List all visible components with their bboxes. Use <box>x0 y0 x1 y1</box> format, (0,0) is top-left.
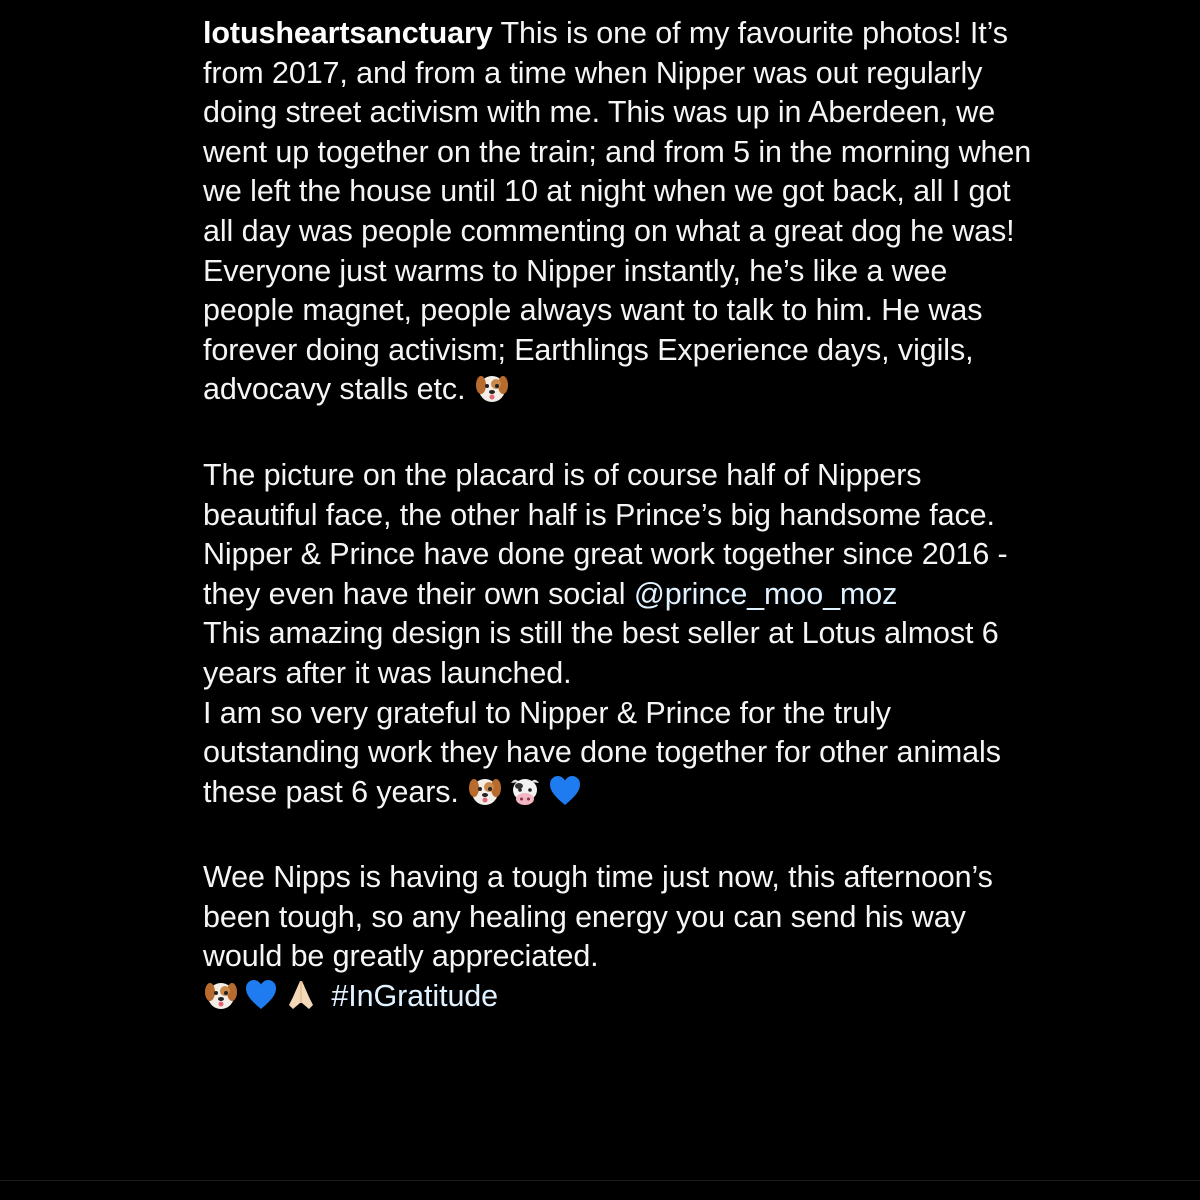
mention-link[interactable]: @prince_moo_moz <box>633 576 898 611</box>
paragraph-gap <box>203 812 1033 858</box>
paragraph-2-text: The picture on the placard is of course half of Nippers beautiful face, the other half is Prince’s big handsome face. Nipper & Prince have done great work together since 2016 - they even have their own social <box>203 457 1008 611</box>
blue-heart-emoji <box>547 773 583 809</box>
caption-paragraph-3b <box>203 977 1033 1017</box>
post-caption <box>203 14 1033 1017</box>
username-link[interactable]: lotusheartsanctuary <box>203 16 493 50</box>
dog-face-emoji <box>203 977 239 1013</box>
divider <box>0 1180 1200 1181</box>
paragraph-2b-text: This amazing design is still the best seller at Lotus almost 6 years after it was launched. <box>203 616 999 690</box>
paragraph-2c-text: I am so very grateful to Nipper & Prince for the truly outstanding work they have done together for other animals these past 6 years. <box>203 695 1001 809</box>
cow-face-emoji <box>507 773 543 809</box>
paragraph-1-text: This is one of my favourite photos! It’s from 2017, and from a time when Nipper was out regularly doing street activism with me. This was up in Aberdeen, we went up together on the train; and from 5 in the morning when we left the house until 10 at night when we got back, all I got all day was people commenting on what a great dog he was! Everyone just warms to Nipper instantly, he’s like a wee people magnet, people always want to talk to him. He was forever doing activism; Earthlings Experience days, vigils, advocavy stalls etc. <box>203 16 1032 407</box>
blue-heart-emoji <box>243 977 279 1013</box>
folded-hands-emoji <box>283 977 319 1013</box>
caption-paragraph-2c <box>203 694 1033 813</box>
caption-paragraph-3 <box>203 858 1033 977</box>
dog-face-emoji <box>474 370 510 406</box>
caption-paragraph-1 <box>203 14 1033 410</box>
caption-paragraph-2 <box>203 456 1033 614</box>
caption-paragraph-2b <box>203 614 1033 693</box>
paragraph-3-text: Wee Nipps is having a tough time just now, this afternoon’s been tough, so any healing energy you can send his way would be greatly appreciated. <box>203 860 993 974</box>
hashtag-link[interactable]: #InGratitude <box>331 979 499 1014</box>
paragraph-gap <box>203 410 1033 456</box>
dog-face-emoji <box>467 773 503 809</box>
